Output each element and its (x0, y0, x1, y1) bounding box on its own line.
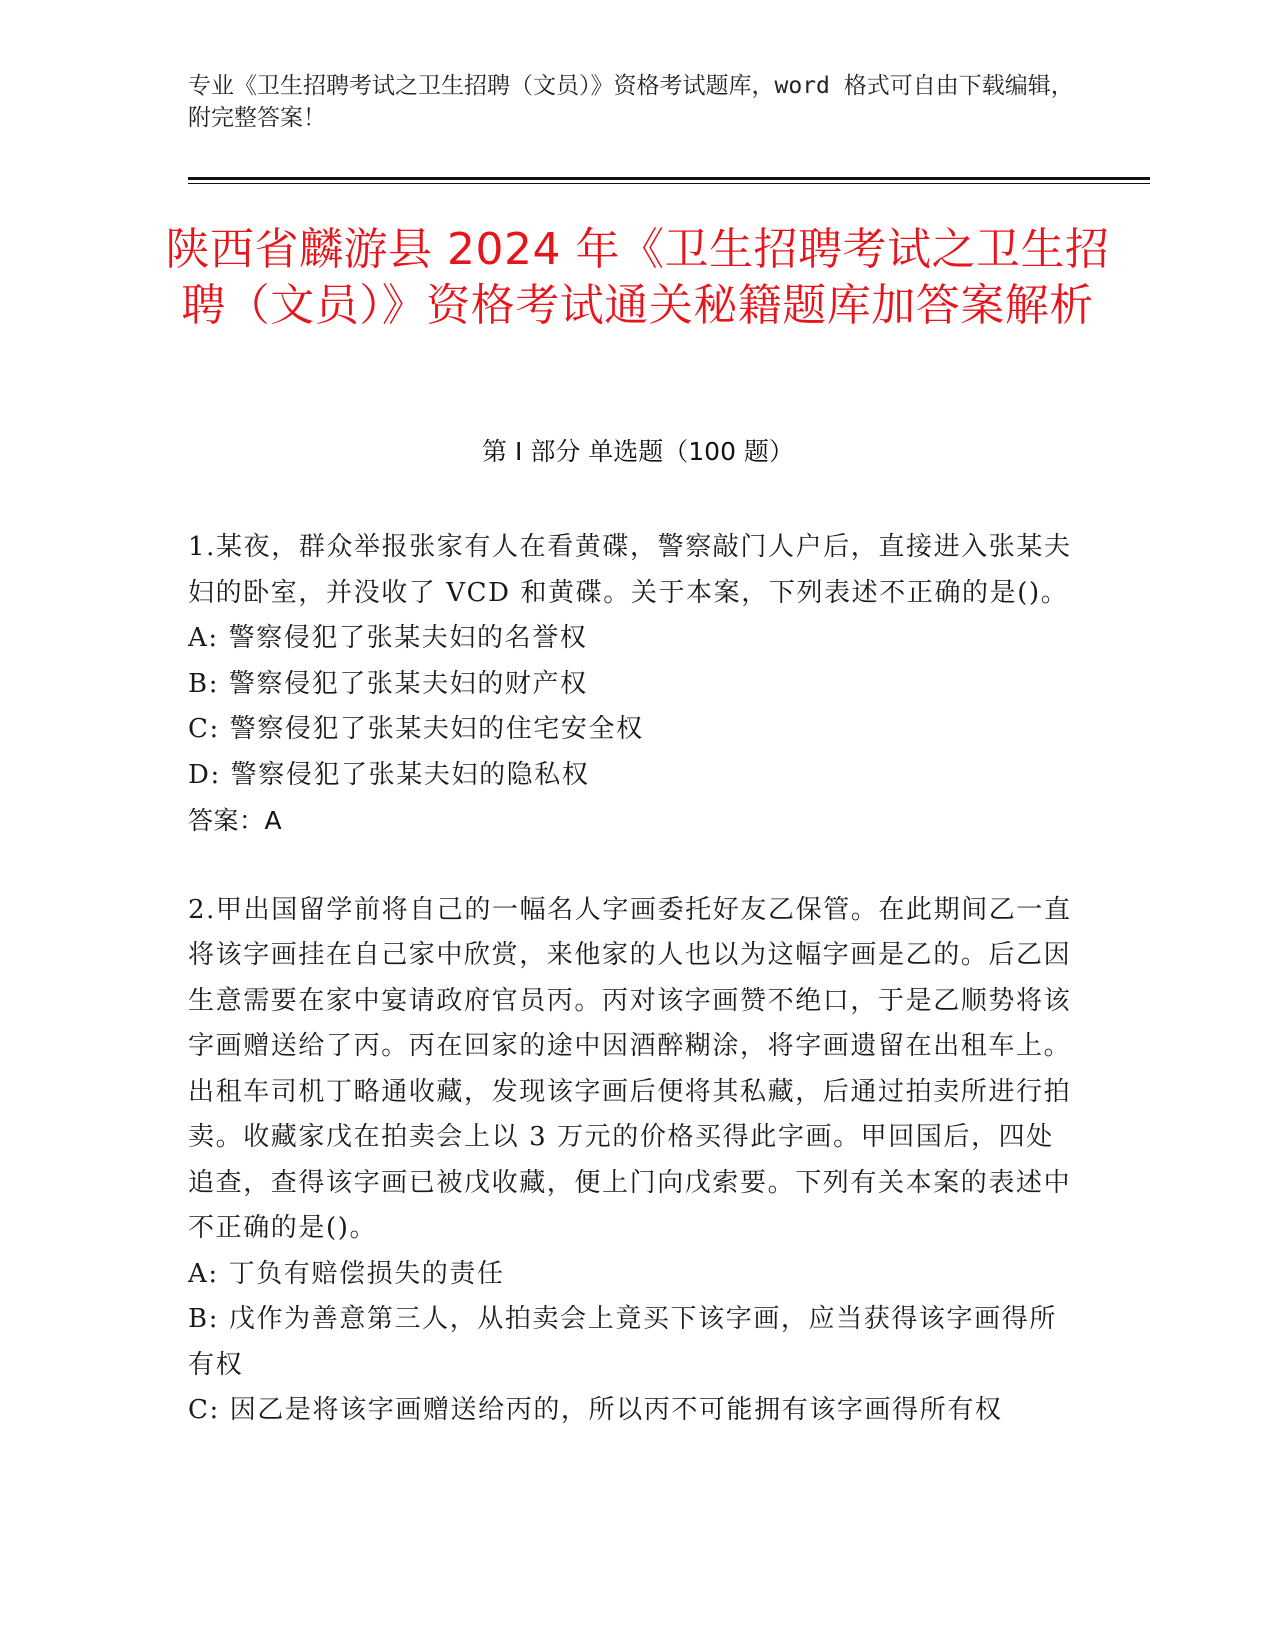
question-1 (188, 525, 1073, 844)
question-list (188, 525, 1073, 1478)
option-c: C: 警察侵犯了张某夫妇的住宅安全权 (188, 714, 644, 744)
question-stem: 2.甲出国留学前将自己的一幅名人字画委托好友乙保管。在此期间乙一直将该字画挂在自己家中欣赏，来他家的人也以为这幅字画是乙的。后乙因生意需要在家中宴请政府官员丙。丙对该字画赞不绝口，于是乙顺势将该字画赠送给了丙。丙在回家的途中因酒醉糊涂，将字画遗留在出租车上。出租车司机丁略通收藏，发现该字画后便将其私藏，后通过拍卖所进行拍卖。收藏家戊在拍卖会上以 3 万元的价格买得此字画。甲回国后，四处追查，查得该字画已被戊收藏，便上门向戊索要。下列有关本案的表述中不正确的是()。 (188, 894, 1072, 1243)
header-rule-thin (188, 183, 1150, 184)
option-c: C: 因乙是将该字画赠送给丙的，所以丙不可能拥有该字画得所有权 (188, 1395, 1003, 1425)
section-heading: 第 I 部分 单选题（100 题） (482, 437, 794, 466)
answer: 答案：A (188, 806, 283, 835)
option-a: A: 警察侵犯了张某夫妇的名誉权 (188, 623, 588, 653)
question-2 (188, 888, 1073, 1434)
header-note: 专业《卫生招聘考试之卫生招聘（文员）》资格考试题库，word 格式可自由下载编辑，附完整答案！ (188, 73, 1074, 131)
option-d: D: 警察侵犯了张某夫妇的隐私权 (188, 759, 590, 790)
option-b: B: 戊作为善意第三人，从拍卖会上竟买下该字画，应当获得该字画得所有权 (188, 1304, 1057, 1380)
header-rule-thick (188, 177, 1150, 180)
option-a: A: 丁负有赔偿损失的责任 (188, 1258, 505, 1289)
document-title: 陕西省麟游县 2024 年《卫生招聘考试之卫生招聘（文员）》资格考试通关秘籍题库加答案解析 (165, 224, 1110, 331)
question-stem: 1.某夜，群众举报张家有人在看黄碟，警察敲门人户后，直接进入张某夫妇的卧室，并没收了 VCD 和黄碟。关于本案，下列表述不正确的是()。 (188, 532, 1072, 608)
option-b: B: 警察侵犯了张某夫妇的财产权 (188, 668, 588, 699)
